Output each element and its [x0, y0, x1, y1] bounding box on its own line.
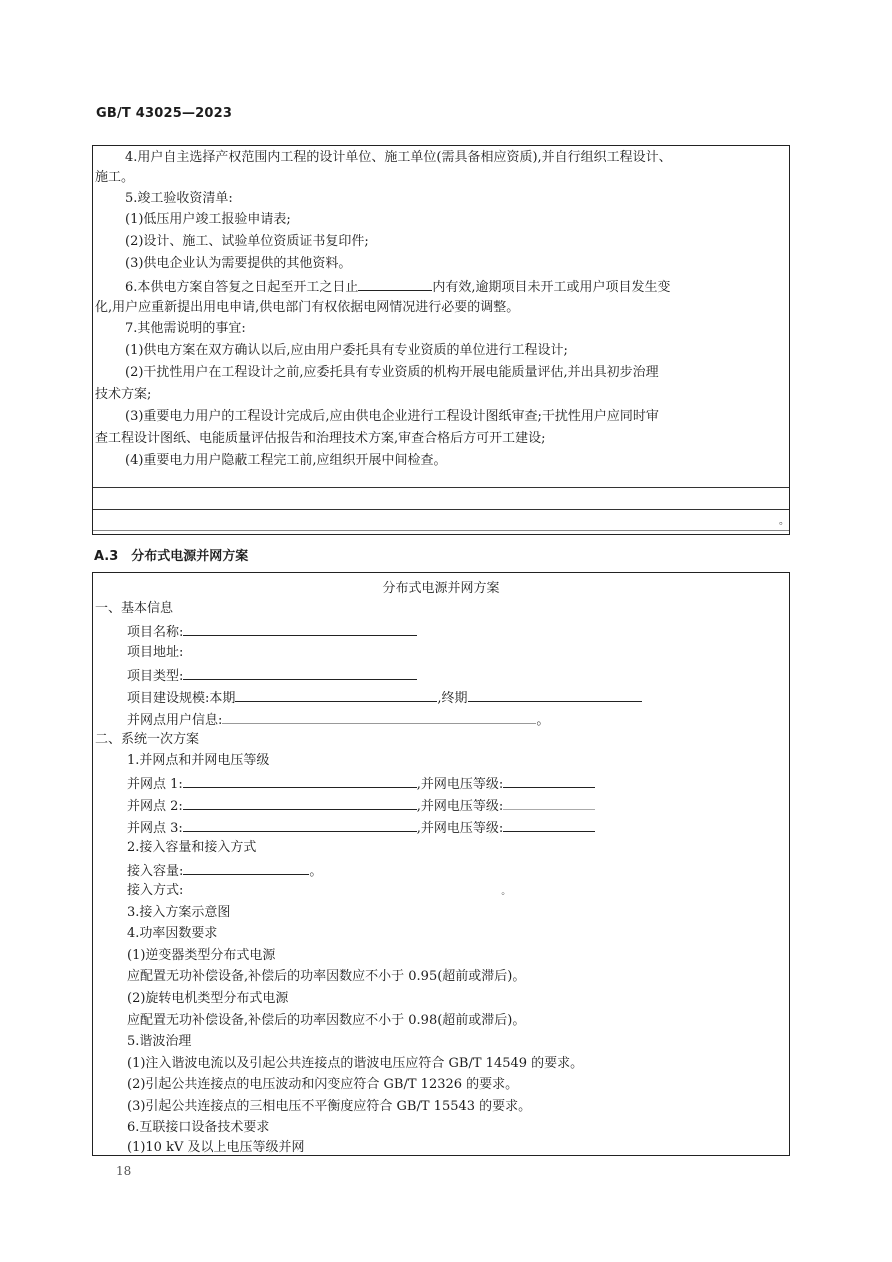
blank-line [93, 509, 789, 510]
standard-number: GB/T 43025—2023 [96, 106, 233, 121]
text-line: (3)引起公共连接点的三相电压不平衡度应符合 GB/T 15543 的要求。 [127, 1099, 532, 1114]
text-line: (2)引起公共连接点的电压波动和闪变应符合 GB/T 12326 的要求。 [127, 1077, 519, 1092]
access-mode-row [127, 881, 510, 902]
project-name-field[interactable] [183, 621, 417, 636]
text-line: (2)旋转电机类型分布式电源 [127, 991, 289, 1006]
text-line: (2)干扰性用户在工程设计之前,应委托具有专业资质的机构开展电能质量评估,并出具初步治理 [125, 365, 659, 380]
grid-point-field[interactable] [183, 773, 417, 788]
section-heading: A.3 分布式电源并网方案 [94, 549, 249, 564]
project-scale-label: 项目建设规模:本期 [127, 691, 236, 706]
text-line: 7.其他需说明的事宜: [125, 321, 246, 336]
subsection-heading: 5.谐波治理 [127, 1034, 192, 1049]
access-mode-end: 。 [501, 887, 511, 897]
section-system-plan: 二、系统一次方案 [95, 732, 200, 747]
supply-plan-box [92, 145, 790, 535]
text-line: 应配置无功补偿设备,补偿后的功率因数应不小于 0.98(超前或滞后)。 [127, 1013, 526, 1028]
grid-voltage-field[interactable] [503, 817, 595, 832]
text-line: 化,用户应重新提出用电申请,供电部门有权依据电网情况进行必要的调整。 [95, 300, 520, 315]
project-name-row [127, 621, 417, 643]
text-line: (4)重要电力用户隐蔽工程完工前,应组织开展中间检查。 [125, 453, 447, 468]
grid-point-field[interactable] [183, 795, 417, 810]
text-line: 技术方案; [95, 387, 152, 402]
grid-point-row [127, 817, 595, 839]
grid-user-end: 。 [536, 713, 550, 728]
text-line: (1)逆变器类型分布式电源 [127, 948, 276, 963]
project-address-row [127, 643, 183, 663]
grid-point-row [127, 773, 595, 795]
project-type-field[interactable] [183, 665, 417, 680]
grid-user-row [127, 709, 549, 731]
access-mode-label: 接入方式: [127, 883, 184, 898]
grid-voltage-label: ,并网电压等级: [416, 799, 504, 814]
grid-voltage-label: ,并网电压等级: [416, 777, 504, 792]
text-line: 应配置无功补偿设备,补偿后的功率因数应不小于 0.95(超前或滞后)。 [127, 969, 526, 984]
text-line: (3)重要电力用户的工程设计完成后,应由供电企业进行工程设计图纸审查;干扰性用户应同时审 [125, 409, 659, 424]
blank-line [93, 530, 789, 531]
grid-point-field[interactable] [183, 817, 417, 832]
subsection-heading: 2.接入容量和接入方式 [127, 840, 257, 855]
page-number: 18 [116, 1164, 132, 1178]
project-name-label: 项目名称: [127, 625, 184, 640]
grid-point-row [127, 795, 595, 817]
form-title: 分布式电源并网方案 [382, 581, 500, 596]
section-basic-info: 一、基本信息 [95, 601, 174, 616]
capacity-label: 接入容量: [127, 864, 184, 879]
dg-grid-plan-box [92, 572, 790, 1156]
grid-voltage-field[interactable] [503, 795, 595, 810]
text-line: (1)10 kV 及以上电压等级并网 [127, 1140, 305, 1155]
text-line: (2)设计、施工、试验单位资质证书复印件; [125, 234, 369, 249]
subsection-heading: 4.功率因数要求 [127, 926, 218, 941]
grid-voltage-label: ,并网电压等级: [416, 821, 504, 836]
text-line [125, 276, 671, 298]
text-line: (3)供电企业认为需要提供的其他资料。 [125, 256, 352, 271]
validity-prefix: 6.本供电方案自答复之日起至开工之日止 [125, 280, 359, 295]
subsection-heading: 6.互联接口设备技术要求 [127, 1120, 270, 1135]
blank-field [358, 276, 432, 291]
text-line: 查工程设计图纸、电能质量评估报告和治理技术方案,审查合格后方可开工建设; [95, 431, 546, 446]
project-type-row [127, 665, 417, 687]
scale-final-label: ,终期 [437, 691, 468, 706]
text-line: 5.竣工验收资清单: [125, 191, 233, 206]
capacity-row [127, 860, 322, 882]
grid-user-field[interactable] [222, 709, 536, 724]
text-line: (1)低压用户竣工报验申请表; [125, 212, 291, 227]
project-scale-row [127, 687, 642, 709]
capacity-end: 。 [309, 864, 323, 879]
project-type-label: 项目类型: [127, 669, 184, 684]
scale-final-field[interactable] [468, 687, 642, 702]
grid-user-label: 并网点用户信息: [127, 713, 223, 728]
end-mark: 。 [779, 516, 789, 527]
grid-point-label: 并网点 3: [127, 821, 183, 836]
blank-line [93, 487, 789, 488]
text-line: 4.用户自主选择产权范围内工程的设计单位、施工单位(需具备相应资质),并自行组织工程设计、 [125, 150, 672, 165]
validity-suffix: 内有效,逾期项目未开工或用户项目发生变 [432, 280, 671, 295]
text-line: (1)注入谐波电流以及引起公共连接点的谐波电压应符合 GB/T 14549 的要求。 [127, 1056, 584, 1071]
grid-voltage-field[interactable] [503, 773, 595, 788]
subsection-heading: 3.接入方案示意图 [127, 905, 231, 920]
scale-current-field[interactable] [235, 687, 437, 702]
grid-point-label: 并网点 1: [127, 777, 183, 792]
capacity-field[interactable] [183, 860, 309, 875]
grid-point-label: 并网点 2: [127, 799, 183, 814]
subsection-heading: 1.并网点和并网电压等级 [127, 753, 270, 768]
text-line: 施工。 [95, 170, 135, 185]
text-line: (1)供电方案在双方确认以后,应由用户委托具有专业资质的单位进行工程设计; [125, 343, 568, 358]
project-address-label: 项目地址: [127, 645, 184, 660]
